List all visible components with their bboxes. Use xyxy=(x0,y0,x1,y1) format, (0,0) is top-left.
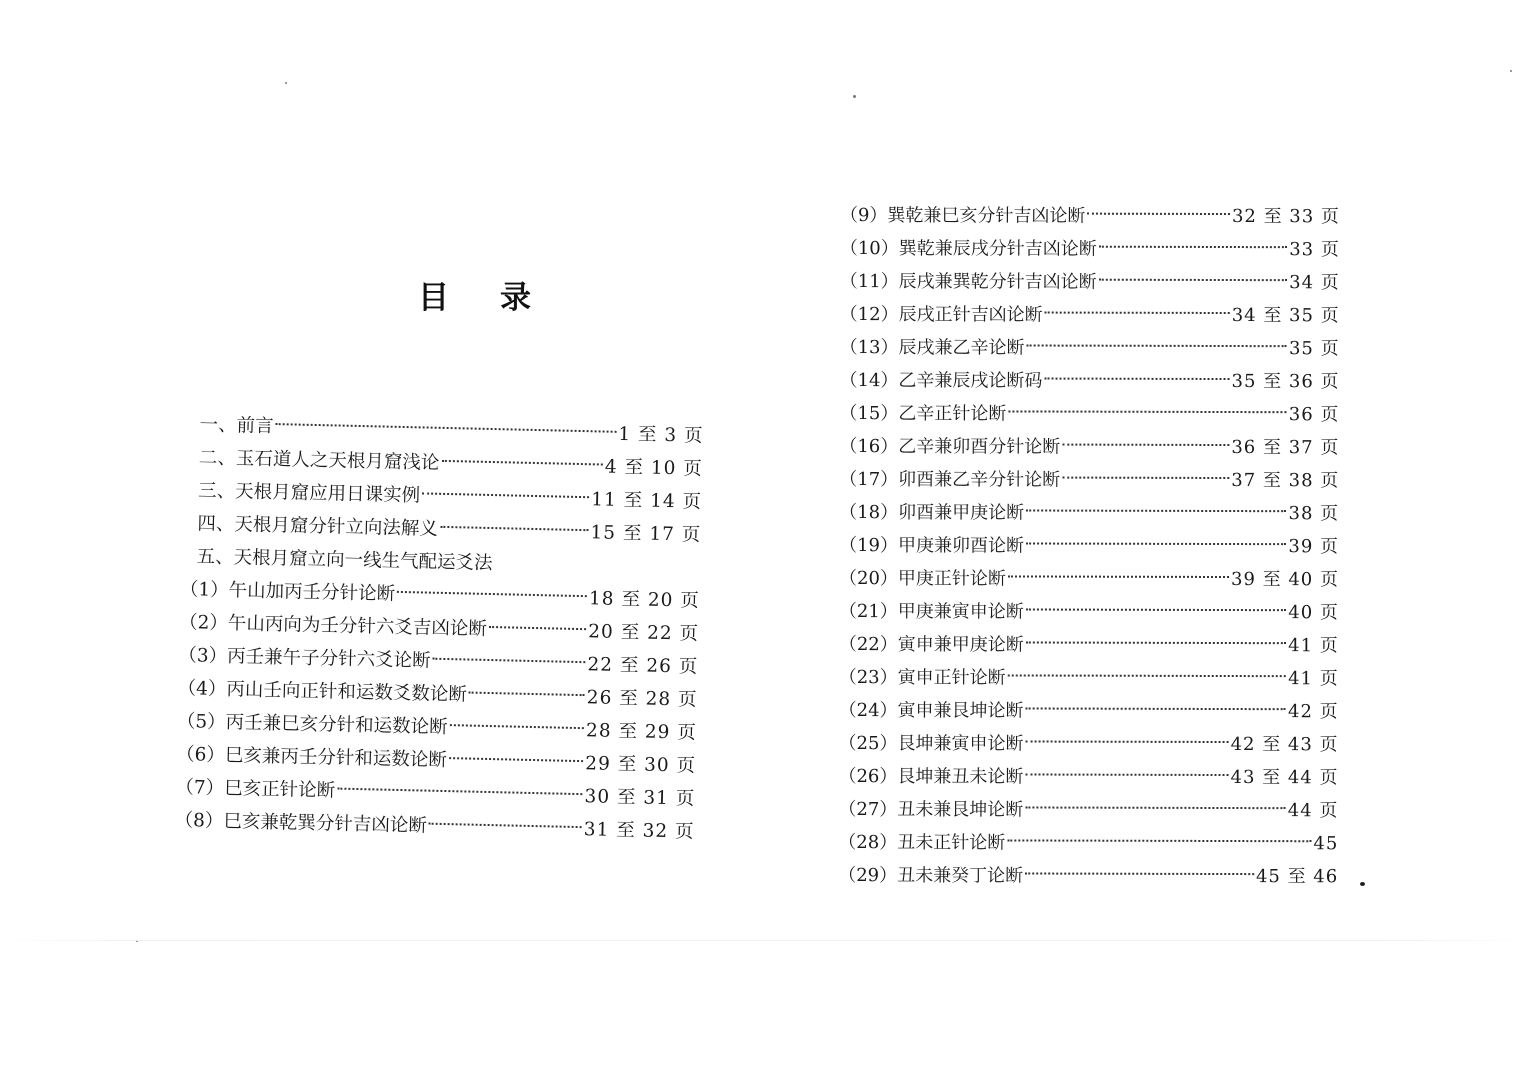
toc-entry: （3）丙壬兼午子分针六爻论断 22 至 26 页 xyxy=(178,644,699,678)
toc-entry: （2）午山丙向为壬分针六爻吉凶论断 20 至 22 页 xyxy=(178,611,700,645)
toc-entry: 四、天根月窟分针立向法解义 15 至 17 页 xyxy=(197,513,702,546)
toc-entry: （26）艮坤兼丑未论断 43 至 44 页 xyxy=(838,765,1339,789)
toc-entry: （20）甲庚正针论断 39 至 40 页 xyxy=(838,567,1340,591)
toc-entry: （28）丑未正针论断 45 xyxy=(838,831,1339,855)
toc-entry: （1）午山加丙壬分针论断 18 至 20 页 xyxy=(179,578,700,612)
toc-entry: （7）巳亥正针论断 30 至 31 页 xyxy=(175,776,696,810)
toc-entry: （25）艮坤兼寅申论断 42 至 43 页 xyxy=(838,732,1339,756)
toc-section-heading: 五、天根月窟立向一线生气配运爻法 xyxy=(196,546,493,575)
toc-left-column xyxy=(174,408,704,849)
page-title: 目 录 xyxy=(418,280,541,316)
toc-entry: 二、玉石道人之天根月窟浅论 4 至 10 页 xyxy=(198,447,703,480)
toc-entry: （6）巳亥兼丙壬分针和运数论断 29 至 30 页 xyxy=(175,743,697,777)
toc-entry: （14）乙辛兼辰戌论断码 35 至 36 页 xyxy=(839,369,1340,393)
toc-entry: 三、天根月窟应用日课实例 11 至 14 页 xyxy=(197,480,703,513)
toc-entry: （17）卯酉兼乙辛分针论断 37 至 38 页 xyxy=(839,468,1340,492)
toc-entry: （5）丙壬兼巳亥分针和运数论断 28 至 29 页 xyxy=(176,710,697,744)
scan-speck xyxy=(1360,882,1365,886)
toc-entry: （19）甲庚兼卯酉论断 39 页 xyxy=(839,534,1340,558)
toc-entry: （29）丑未兼癸丁论断 45 至 46 xyxy=(838,864,1339,888)
toc-entry: 一、前言 1 至 3 页 xyxy=(199,414,704,447)
toc-entry: （24）寅申兼艮坤论断 42 页 xyxy=(838,699,1339,723)
toc-entry: （21）甲庚兼寅申论断 40 页 xyxy=(838,600,1339,624)
toc-entry: （11）辰戌兼巽乾分针吉凶论断 34 页 xyxy=(839,270,1340,294)
toc-entry: （8）巳亥兼乾巽分针吉凶论断 31 至 32 页 xyxy=(174,809,695,843)
toc-entry: （18）卯酉兼甲庚论断 38 页 xyxy=(839,501,1340,525)
toc-entry: （4）丙山壬向正针和运数爻数论断 26 至 28 页 xyxy=(177,677,698,711)
toc-entry: （9）巽乾兼巳亥分针吉凶论断 32 至 33 页 xyxy=(839,204,1340,228)
scan-artifact-line xyxy=(0,940,1528,941)
toc-entry: （23）寅申正针论断 41 页 xyxy=(838,666,1339,690)
toc-entry: （16）乙辛兼卯酉分针论断 36 至 37 页 xyxy=(839,435,1340,459)
toc-entry: （13）辰戌兼乙辛论断 35 页 xyxy=(839,336,1340,360)
toc-entry: （27）丑未兼艮坤论断 44 页 xyxy=(838,798,1339,822)
scan-speck xyxy=(853,95,856,98)
toc-entry: （22）寅申兼甲庚论断 41 页 xyxy=(838,633,1339,657)
toc-right-column xyxy=(838,199,1340,893)
scan-speck xyxy=(1510,70,1512,72)
toc-entry: （15）乙辛正针论断 36 页 xyxy=(839,402,1340,426)
toc-entry: （12）辰戌正针吉凶论断 34 至 35 页 xyxy=(839,303,1340,327)
scan-speck xyxy=(285,82,287,84)
toc-entry: （10）巽乾兼辰戌分针吉凶论断 33 页 xyxy=(839,237,1340,261)
